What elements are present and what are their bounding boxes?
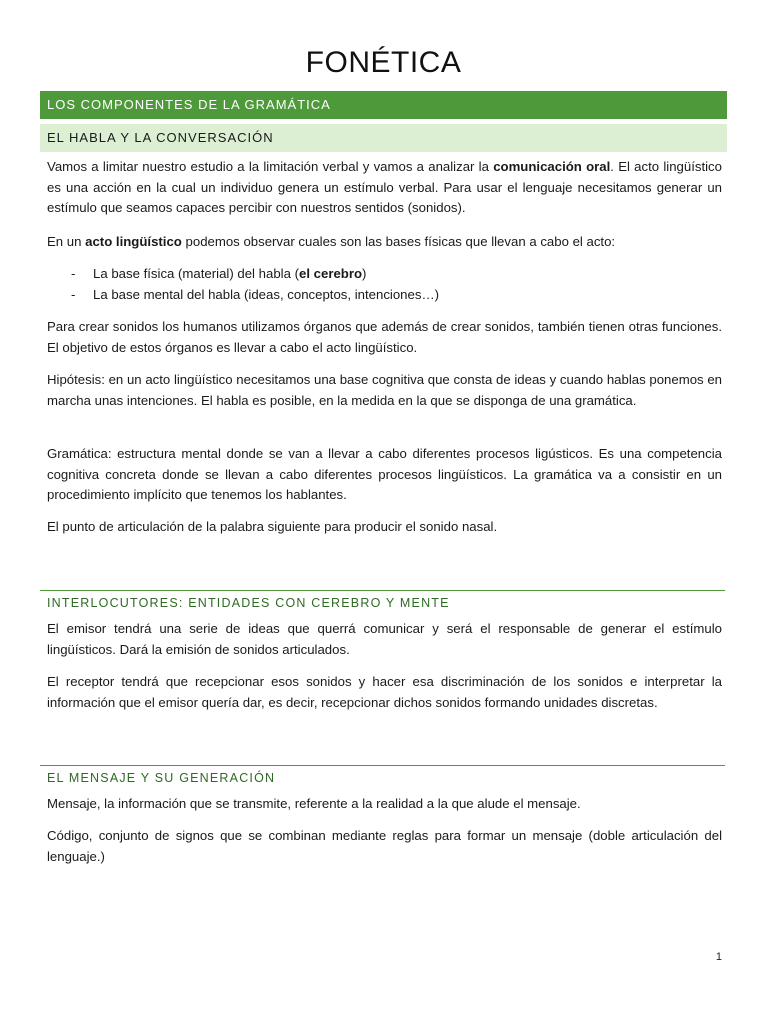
- paragraph-comunicacion: [47, 157, 722, 219]
- paragraph-gramatica: Gramática: estructura mental donde se van a llevar a cabo diferentes procesos ligústicos. Es una competencia cognitiva concreta donde se llevan a cabo diferentes procesos lingüísticos. La gramática va a consistir en un procedimiento implícito que tenemos los hablantes.: [47, 446, 722, 502]
- text-run: En un: [47, 234, 86, 249]
- text-run: . El acto lingüístico es una acción en la cual un individuo genera un estímulo verbal. Para usar el lenguaje necesitamos generar un estímulo que seamos capaces percibir con nuestros sentidos (sonidos).: [47, 159, 722, 215]
- section-heading-componentes: LOS COMPONENTES DE LA GRAMÁTICA: [40, 91, 727, 119]
- bases-list: [47, 264, 722, 305]
- subsection-heading-habla: EL HABLA Y LA CONVERSACIÓN: [40, 124, 727, 152]
- text-run: ): [362, 266, 367, 281]
- text-run: Vamos a limitar nuestro estudio a la limitación verbal y vamos a analizar la: [47, 159, 494, 174]
- paragraph-hipotesis: Hipótesis: en un acto lingüístico necesitamos una base cognitiva que consta de ideas y cuando hablas ponemos en marcha unas intenciones. El habla es posible, en la medida en la que se disponga de una gramática.: [47, 372, 722, 408]
- paragraph-punto-articulacion: El punto de articulación de la palabra siguiente para producir el sonido nasal.: [47, 519, 498, 534]
- list-dash: -: [71, 266, 76, 281]
- page-number: 1: [715, 951, 722, 963]
- list-dash: -: [71, 286, 76, 302]
- subsection-heading-mensaje: EL MENSAJE Y SU GENERACIÓN: [40, 765, 725, 787]
- text-run: podemos observar cuales son las bases físicas que llevan a cabo el acto:: [181, 234, 616, 249]
- bold-term: acto lingüístico: [85, 234, 182, 249]
- paragraph-codigo: Código, conjunto de signos que se combinan mediante reglas para formar un mensaje (doble articulación del lenguaje.): [47, 828, 722, 864]
- paragraph-receptor: El receptor tendrá que recepcionar esos sonidos y hacer esa discriminación de los sonidos e interpretar la información que el emisor quería dar, es decir, recepcionar dichos sonidos formando unidades discretas.: [47, 674, 722, 710]
- paragraph-acto: [47, 232, 722, 253]
- bold-term: el cerebro: [298, 266, 363, 281]
- list-item: [47, 264, 722, 285]
- page-title: FONÉTICA: [305, 46, 462, 79]
- text-run: La base mental del habla (ideas, conceptos, intenciones…): [93, 286, 440, 302]
- paragraph-emisor: El emisor tendrá una serie de ideas que querrá comunicar y será el responsable de generar el estímulo lingüísticos. Dará la emisión de sonidos articulados.: [47, 621, 722, 657]
- list-item: [47, 285, 722, 306]
- bold-term: comunicación oral: [493, 159, 611, 174]
- paragraph-organos: Para crear sonidos los humanos utilizamos órganos que además de crear sonidos, también tienen otras funciones. El objetivo de estos órganos es llevar a cabo el acto lingüístico.: [47, 319, 722, 355]
- paragraph-mensaje: Mensaje, la información que se transmite, referente a la realidad a la que alude el mensaje.: [47, 796, 581, 811]
- subsection-heading-interlocutores: INTERLOCUTORES: ENTIDADES CON CEREBRO Y MENTE: [40, 590, 725, 612]
- text-run: La base física (material) del habla (: [93, 266, 299, 281]
